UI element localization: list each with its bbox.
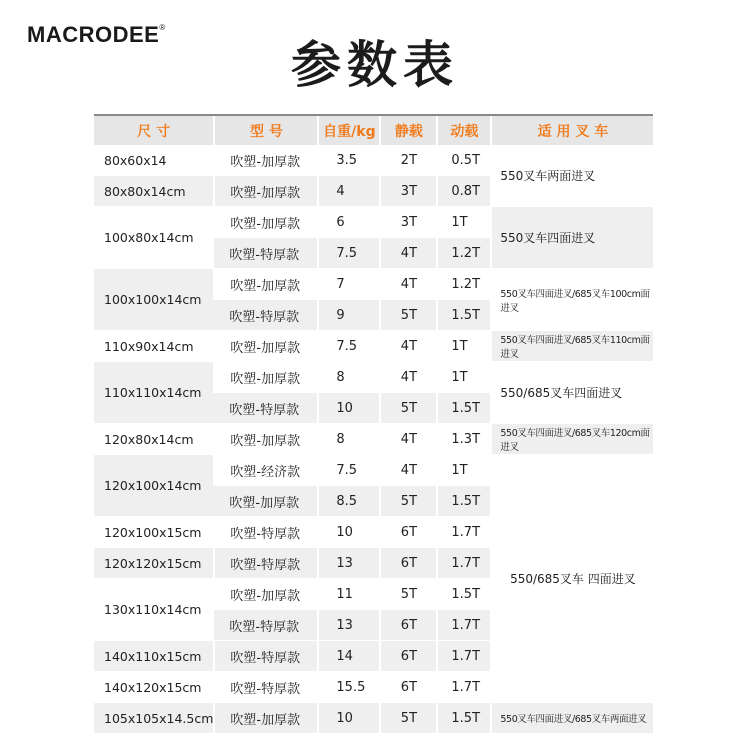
weight-cell: 7.5 [318, 238, 380, 269]
static-load-cell: 5T [380, 393, 437, 424]
model-cell: 吹塑-特厚款 [214, 300, 318, 331]
registered-mark: ® [159, 22, 166, 32]
model-cell: 吹塑-特厚款 [214, 641, 318, 672]
weight-cell: 9 [318, 300, 380, 331]
size-cell: 110x110x14cm [94, 362, 214, 424]
weight-cell: 10 [318, 393, 380, 424]
header-dynamic-load: 动载 [437, 115, 491, 145]
static-load-cell: 4T [380, 362, 437, 393]
forklift-cell: 550/685叉车四面进叉 [491, 362, 653, 424]
size-cell: 110x90x14cm [94, 331, 214, 362]
model-cell: 吹塑-特厚款 [214, 238, 318, 269]
size-cell: 120x80x14cm [94, 424, 214, 455]
weight-cell: 15.5 [318, 672, 380, 703]
dynamic-load-cell: 1.5T [437, 579, 491, 610]
size-cell: 140x110x15cm [94, 641, 214, 672]
dynamic-load-cell: 1.5T [437, 486, 491, 517]
static-load-cell: 5T [380, 579, 437, 610]
weight-cell: 10 [318, 703, 380, 734]
table-row [94, 145, 653, 176]
model-cell: 吹塑-加厚款 [214, 176, 318, 207]
dynamic-load-cell: 1.3T [437, 424, 491, 455]
weight-cell: 3.5 [318, 145, 380, 176]
dynamic-load-cell: 1T [437, 362, 491, 393]
static-load-cell: 5T [380, 703, 437, 734]
weight-cell: 10 [318, 517, 380, 548]
table-row [94, 331, 653, 362]
dynamic-load-cell: 1.5T [437, 393, 491, 424]
size-cell: 100x80x14cm [94, 207, 214, 269]
dynamic-load-cell: 1T [437, 207, 491, 238]
size-cell: 120x100x14cm [94, 455, 214, 517]
header-model: 型 号 [214, 115, 318, 145]
dynamic-load-cell: 1.7T [437, 548, 491, 579]
model-cell: 吹塑-特厚款 [214, 672, 318, 703]
size-cell: 120x100x15cm [94, 517, 214, 548]
table-row [94, 362, 653, 393]
header-size: 尺 寸 [94, 115, 214, 145]
static-load-cell: 6T [380, 610, 437, 641]
static-load-cell: 4T [380, 424, 437, 455]
table-row [94, 207, 653, 238]
dynamic-load-cell: 0.5T [437, 145, 491, 176]
weight-cell: 4 [318, 176, 380, 207]
weight-cell: 13 [318, 548, 380, 579]
weight-cell: 6 [318, 207, 380, 238]
dynamic-load-cell: 1.2T [437, 238, 491, 269]
dynamic-load-cell: 0.8T [437, 176, 491, 207]
brand-logo-text: MACRODEE [27, 22, 160, 47]
model-cell: 吹塑-加厚款 [214, 269, 318, 300]
forklift-cell: 550叉车四面进叉/685叉车110cm面进叉 [491, 331, 653, 362]
forklift-cell: 550叉车四面进叉/685叉车两面进叉 [491, 703, 653, 734]
dynamic-load-cell: 1T [437, 455, 491, 486]
static-load-cell: 4T [380, 455, 437, 486]
weight-cell: 11 [318, 579, 380, 610]
weight-cell: 7 [318, 269, 380, 300]
model-cell: 吹塑-特厚款 [214, 393, 318, 424]
weight-cell: 8 [318, 424, 380, 455]
table-row [94, 455, 653, 486]
size-cell: 140x120x15cm [94, 672, 214, 703]
model-cell: 吹塑-特厚款 [214, 517, 318, 548]
static-load-cell: 6T [380, 548, 437, 579]
static-load-cell: 3T [380, 176, 437, 207]
static-load-cell: 2T [380, 145, 437, 176]
forklift-cell: 550/685叉车 四面进叉 [491, 455, 653, 703]
page-title: 参数表 [291, 36, 459, 94]
header-static-load: 静载 [380, 115, 437, 145]
forklift-cell: 550叉车四面进叉/685叉车120cm面进叉 [491, 424, 653, 455]
model-cell: 吹塑-加厚款 [214, 424, 318, 455]
dynamic-load-cell: 1.2T [437, 269, 491, 300]
size-cell: 120x120x15cm [94, 548, 214, 579]
static-load-cell: 6T [380, 672, 437, 703]
table-row [94, 424, 653, 455]
model-cell: 吹塑-特厚款 [214, 548, 318, 579]
size-cell: 80x60x14 [94, 145, 214, 176]
dynamic-load-cell: 1.5T [437, 300, 491, 331]
static-load-cell: 4T [380, 331, 437, 362]
forklift-cell: 550叉车两面进叉 [491, 145, 653, 207]
size-cell: 100x100x14cm [94, 269, 214, 331]
weight-cell: 7.5 [318, 331, 380, 362]
table-row [94, 703, 653, 734]
dynamic-load-cell: 1.7T [437, 610, 491, 641]
weight-cell: 7.5 [318, 455, 380, 486]
static-load-cell: 6T [380, 517, 437, 548]
table-row [94, 269, 653, 300]
dynamic-load-cell: 1.7T [437, 641, 491, 672]
model-cell: 吹塑-加厚款 [214, 145, 318, 176]
header-forklift: 适 用 叉 车 [491, 115, 653, 145]
dynamic-load-cell: 1.5T [437, 703, 491, 734]
size-cell: 80x80x14cm [94, 176, 214, 207]
weight-cell: 14 [318, 641, 380, 672]
weight-cell: 13 [318, 610, 380, 641]
static-load-cell: 3T [380, 207, 437, 238]
model-cell: 吹塑-加厚款 [214, 362, 318, 393]
static-load-cell: 5T [380, 300, 437, 331]
static-load-cell: 4T [380, 269, 437, 300]
size-cell: 130x110x14cm [94, 579, 214, 641]
model-cell: 吹塑-加厚款 [214, 703, 318, 734]
model-cell: 吹塑-特厚款 [214, 610, 318, 641]
header-row [94, 115, 653, 145]
weight-cell: 8 [318, 362, 380, 393]
dynamic-load-cell: 1T [437, 331, 491, 362]
static-load-cell: 5T [380, 486, 437, 517]
static-load-cell: 4T [380, 238, 437, 269]
model-cell: 吹塑-加厚款 [214, 207, 318, 238]
static-load-cell: 6T [380, 641, 437, 672]
spec-table [94, 114, 653, 734]
forklift-cell: 550叉车四面进叉 [491, 207, 653, 269]
model-cell: 吹塑-加厚款 [214, 331, 318, 362]
weight-cell: 8.5 [318, 486, 380, 517]
dynamic-load-cell: 1.7T [437, 517, 491, 548]
forklift-cell: 550叉车四面进叉/685叉车100cm面进叉 [491, 269, 653, 331]
model-cell: 吹塑-加厚款 [214, 579, 318, 610]
dynamic-load-cell: 1.7T [437, 672, 491, 703]
model-cell: 吹塑-加厚款 [214, 486, 318, 517]
model-cell: 吹塑-经济款 [214, 455, 318, 486]
size-cell: 105x105x14.5cm [94, 703, 214, 734]
header-weight: 自重/kg [318, 115, 380, 145]
